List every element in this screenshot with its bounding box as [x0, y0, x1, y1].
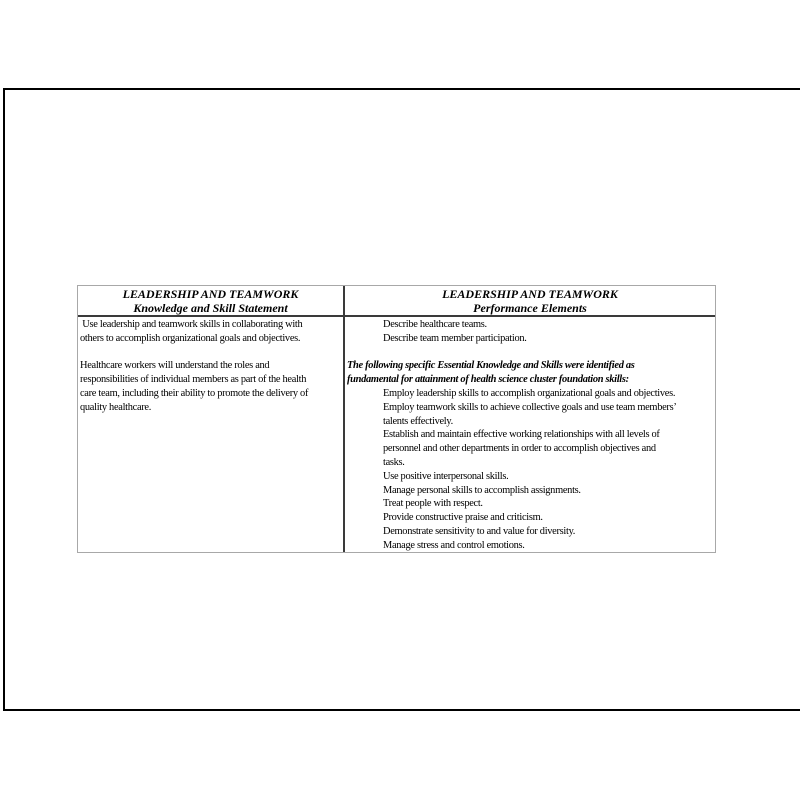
header-subtitle-left: Knowledge and Skill Statement: [133, 300, 288, 315]
text-line: Demonstrate sensitivity to and value for diversity.: [383, 525, 576, 537]
text-line: quality healthcare.: [80, 401, 152, 413]
performance-elements-cell: [343, 317, 715, 552]
text-line: fundamental for attainment of health science cluster foundation skills:: [347, 374, 629, 386]
text-line: [80, 346, 343, 360]
header-subtitle-right: Performance Elements: [473, 300, 587, 315]
text-line: Manage personal skills to accomplish assignments.: [383, 484, 581, 496]
text-line: talents effectively.: [383, 415, 453, 427]
text-line: Describe healthcare teams.: [383, 319, 487, 330]
text-line: Employ teamwork skills to achieve collective goals and use team members’: [383, 401, 677, 413]
text-line: Manage stress and control emotions.: [383, 539, 525, 551]
text-line: personnel and other departments in order to accomplish objectives and: [383, 443, 656, 455]
text-line: The following specific Essential Knowledge and Skills were identified as: [347, 360, 635, 372]
text-line: Healthcare workers will understand the roles and: [80, 360, 270, 372]
text-line: others to accomplish organizational goals and objectives.: [80, 332, 301, 344]
content-table: [77, 285, 716, 553]
text-line: [347, 346, 715, 360]
text-line: tasks.: [383, 456, 405, 468]
text-line: Use positive interpersonal skills.: [383, 470, 509, 482]
header-title-right: LEADERSHIP AND TEAMWORK: [442, 287, 618, 301]
text-line: Establish and maintain effective working relationships with all levels of: [383, 429, 660, 441]
text-line: Treat people with respect.: [383, 498, 483, 510]
text-line: Use leadership and teamwork skills in collaborating with: [80, 319, 303, 330]
document-page: [3, 88, 800, 711]
text-line: Describe team member participation.: [383, 332, 527, 344]
knowledge-statement-cell: [78, 317, 343, 552]
text-line: responsibilities of individual members as part of the health: [80, 374, 307, 386]
table-header-performance: [343, 286, 715, 317]
text-line: Provide constructive praise and criticism.: [383, 512, 543, 524]
header-title-left: LEADERSHIP AND TEAMWORK: [122, 287, 299, 301]
text-line: care team, including their ability to promote the delivery of: [80, 387, 309, 399]
table-header-knowledge: [78, 286, 343, 317]
text-line: Employ leadership skills to accomplish organizational goals and objectives.: [383, 387, 676, 399]
